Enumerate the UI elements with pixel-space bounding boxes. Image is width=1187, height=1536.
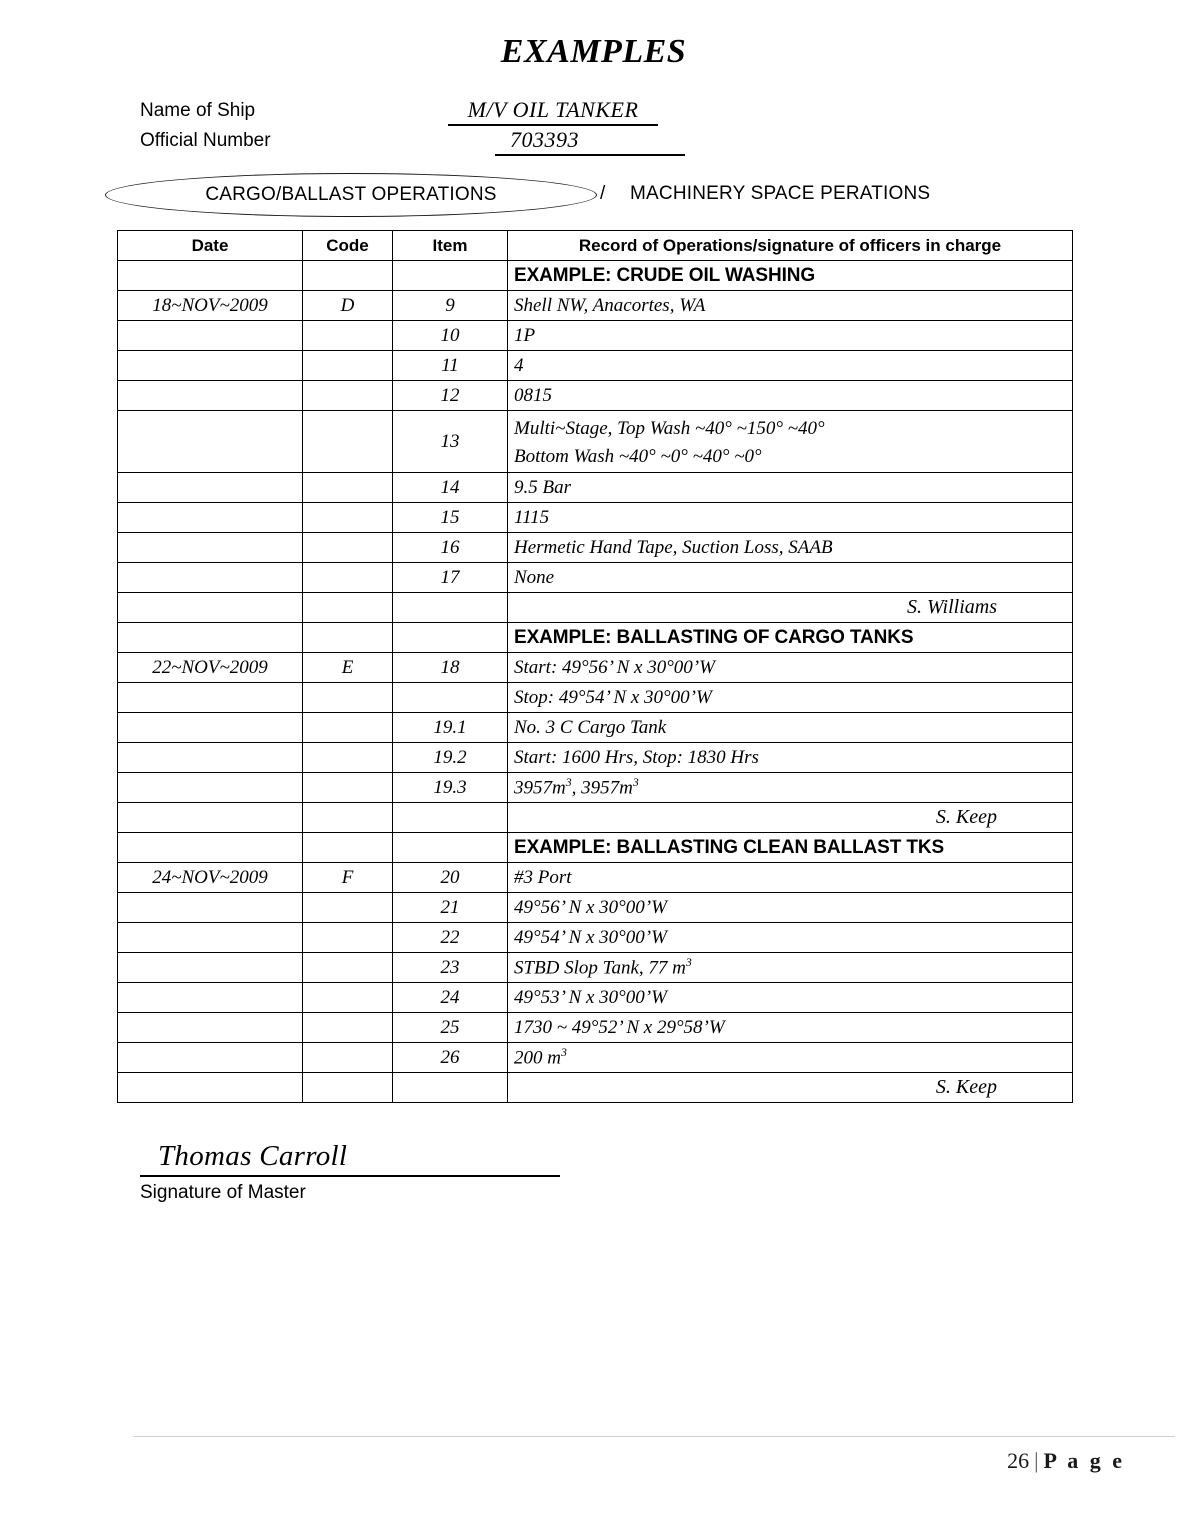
ship-name-label: Name of Ship <box>140 100 256 121</box>
cell-date[interactable] <box>118 1013 303 1043</box>
cell-item[interactable]: 23 <box>393 953 508 983</box>
table-row <box>118 351 1073 381</box>
cubic-superscript: 3 <box>565 775 572 789</box>
machinery-space-operations-option[interactable]: MACHINERY SPACE PERATIONS <box>630 183 931 204</box>
cell-record-line-2: Bottom Wash ~40° ~0° ~40° ~0° <box>514 445 762 467</box>
table-row <box>118 623 1073 653</box>
cell-record[interactable]: Start: 1600 Hrs, Stop: 1830 Hrs <box>508 743 1073 773</box>
official-number-value[interactable]: 703393 <box>495 127 685 156</box>
cell-code[interactable] <box>303 503 393 533</box>
cell-date[interactable]: 22~NOV~2009 <box>118 653 303 683</box>
cell-code[interactable] <box>303 713 393 743</box>
table-row <box>118 291 1073 321</box>
cell-code[interactable] <box>303 563 393 593</box>
master-signature-block <box>140 1140 560 1204</box>
cell-date[interactable] <box>118 773 303 803</box>
cell-record[interactable]: Stop: 49°54’ N x 30°00’W <box>508 683 1073 713</box>
cell-date[interactable] <box>118 623 303 653</box>
cell-item[interactable]: 25 <box>393 1013 508 1043</box>
cell-record[interactable]: 1P <box>508 321 1073 351</box>
cell-code[interactable] <box>303 351 393 381</box>
footer-page-number: 26 <box>1007 1448 1030 1473</box>
cell-code[interactable]: F <box>303 863 393 893</box>
cell-date[interactable] <box>118 261 303 291</box>
cell-record[interactable]: STBD Slop Tank, 77 $m^3$ <box>508 953 1073 983</box>
cell-item[interactable]: 20 <box>393 863 508 893</box>
cell-code[interactable] <box>303 381 393 411</box>
cubic-superscript: 3 <box>685 955 692 969</box>
cell-code[interactable] <box>303 953 393 983</box>
table-row <box>118 743 1073 773</box>
cell-date[interactable] <box>118 593 303 623</box>
cell-item[interactable]: 9 <box>393 291 508 321</box>
cell-date[interactable] <box>118 893 303 923</box>
cell-code[interactable] <box>303 1043 393 1073</box>
cell-date[interactable] <box>118 563 303 593</box>
cell-date[interactable] <box>118 351 303 381</box>
table-row <box>118 1013 1073 1043</box>
cell-date[interactable] <box>118 953 303 983</box>
table-row <box>118 983 1073 1013</box>
cell-code[interactable] <box>303 411 393 473</box>
cell-item[interactable]: 16 <box>393 533 508 563</box>
cell-record[interactable]: None <box>508 563 1073 593</box>
cell-date[interactable] <box>118 473 303 503</box>
operations-separator: / <box>600 183 606 204</box>
cell-item[interactable]: 19.2 <box>393 743 508 773</box>
table-row <box>118 863 1073 893</box>
cell-item[interactable]: 21 <box>393 893 508 923</box>
cell-code[interactable] <box>303 593 393 623</box>
table-row <box>118 381 1073 411</box>
cell-date[interactable] <box>118 713 303 743</box>
cell-code[interactable] <box>303 893 393 923</box>
cell-item[interactable]: 19.1 <box>393 713 508 743</box>
ship-info-block <box>140 97 1060 160</box>
cell-item[interactable]: 26 <box>393 1043 508 1073</box>
cell-record[interactable] <box>508 411 1073 473</box>
cell-item[interactable]: 14 <box>393 473 508 503</box>
cell-record[interactable]: 49°53’ N x 30°00’W <box>508 983 1073 1013</box>
cell-code[interactable]: D <box>303 291 393 321</box>
cell-code[interactable] <box>303 261 393 291</box>
cell-record[interactable]: 1115 <box>508 503 1073 533</box>
table-row <box>118 953 1073 983</box>
column-header-item: Item <box>393 231 508 261</box>
footer-separator: | <box>1034 1448 1039 1473</box>
page-footer <box>1007 1448 1125 1474</box>
footer-divider <box>133 1436 1175 1437</box>
cell-date[interactable]: 18~NOV~2009 <box>118 291 303 321</box>
cell-date[interactable] <box>118 923 303 953</box>
cell-code[interactable] <box>303 803 393 833</box>
cell-item[interactable]: 19.3 <box>393 773 508 803</box>
cell-item[interactable]: 17 <box>393 563 508 593</box>
cell-date[interactable] <box>118 1043 303 1073</box>
cell-date[interactable] <box>118 983 303 1013</box>
table-row <box>118 653 1073 683</box>
table-row <box>118 1043 1073 1073</box>
cell-record[interactable]: 1730 ~ 49°52’ N x 29°58’W <box>508 1013 1073 1043</box>
table-row <box>118 893 1073 923</box>
cell-record[interactable]: 200 $m^3$ <box>508 1043 1073 1073</box>
cell-date[interactable] <box>118 321 303 351</box>
cell-date[interactable] <box>118 533 303 563</box>
official-number-row <box>140 127 1060 160</box>
table-row <box>118 321 1073 351</box>
column-header-record: Record of Operations/signature of officers in charge <box>508 231 1073 261</box>
table-row <box>118 503 1073 533</box>
cell-item[interactable]: 24 <box>393 983 508 1013</box>
cell-item[interactable] <box>393 623 508 653</box>
cell-item[interactable]: 12 <box>393 381 508 411</box>
cell-record[interactable]: 49°54’ N x 30°00’W <box>508 923 1073 953</box>
cell-record-officer-signature[interactable]: S. Keep <box>508 1073 1073 1103</box>
cell-item[interactable] <box>393 593 508 623</box>
cell-item[interactable] <box>393 833 508 863</box>
cell-item[interactable] <box>393 803 508 833</box>
cell-code[interactable] <box>303 321 393 351</box>
cell-item[interactable]: 11 <box>393 351 508 381</box>
cell-record[interactable]: 0815 <box>508 381 1073 411</box>
table-row <box>118 773 1073 803</box>
cell-code[interactable] <box>303 1013 393 1043</box>
cell-record[interactable]: Shell NW, Anacortes, WA <box>508 291 1073 321</box>
cell-code[interactable] <box>303 743 393 773</box>
cell-item[interactable] <box>393 1073 508 1103</box>
table-row <box>118 261 1073 291</box>
master-signature-value[interactable]: Thomas Carroll <box>140 1140 560 1177</box>
cell-code[interactable] <box>303 1073 393 1103</box>
cell-record[interactable]: $3957m^3$, $3957m^3$ <box>508 773 1073 803</box>
cargo-ballast-operations-option[interactable]: CARGO/BALLAST OPERATIONS <box>205 184 497 205</box>
cell-date[interactable]: 24~NOV~2009 <box>118 863 303 893</box>
official-number-label: Official Number <box>140 130 271 151</box>
table-row <box>118 803 1073 833</box>
cell-item[interactable]: 10 <box>393 321 508 351</box>
cell-record[interactable]: 49°56’ N x 30°00’W <box>508 893 1073 923</box>
cubic-superscript: 3 <box>632 775 639 789</box>
cell-record-example-heading[interactable]: EXAMPLE: CRUDE OIL WASHING <box>508 261 1073 291</box>
ship-name-value[interactable]: M/V OIL TANKER <box>448 97 658 126</box>
table-row <box>118 473 1073 503</box>
cell-date[interactable] <box>118 1073 303 1103</box>
operations-selector <box>105 173 1085 219</box>
operations-log-table-body <box>118 261 1073 1103</box>
cubic-superscript: 3 <box>560 1045 567 1059</box>
cell-date[interactable] <box>118 743 303 773</box>
table-row <box>118 713 1073 743</box>
cell-record[interactable]: No. 3 C Cargo Tank <box>508 713 1073 743</box>
table-row <box>118 1073 1073 1103</box>
cell-code[interactable] <box>303 683 393 713</box>
cell-date[interactable] <box>118 503 303 533</box>
page-title: EXAMPLES <box>500 33 687 70</box>
cell-item[interactable] <box>393 261 508 291</box>
cell-item[interactable]: 18 <box>393 653 508 683</box>
table-row <box>118 533 1073 563</box>
table-row <box>118 833 1073 863</box>
table-row <box>118 593 1073 623</box>
operations-log-table <box>117 230 1073 1103</box>
table-row <box>118 923 1073 953</box>
cell-item[interactable]: 22 <box>393 923 508 953</box>
cell-code[interactable] <box>303 833 393 863</box>
table-row <box>118 411 1073 473</box>
table-header-row <box>118 231 1073 261</box>
column-header-code: Code <box>303 231 393 261</box>
cell-code[interactable]: E <box>303 653 393 683</box>
cell-code[interactable] <box>303 533 393 563</box>
cell-code[interactable] <box>303 473 393 503</box>
cell-code[interactable] <box>303 983 393 1013</box>
cell-date[interactable] <box>118 411 303 473</box>
cell-date[interactable] <box>118 803 303 833</box>
cell-record[interactable]: #3 Port <box>508 863 1073 893</box>
cell-code[interactable] <box>303 923 393 953</box>
cell-record-officer-signature[interactable]: S. Williams <box>508 593 1073 623</box>
cell-record-example-heading[interactable]: EXAMPLE: BALLASTING CLEAN BALLAST TKS <box>508 833 1073 863</box>
footer-page-word: P a g e <box>1043 1448 1125 1473</box>
cell-date[interactable] <box>118 833 303 863</box>
cell-item[interactable] <box>393 683 508 713</box>
cell-code[interactable] <box>303 773 393 803</box>
cell-record[interactable]: 4 <box>508 351 1073 381</box>
table-row <box>118 683 1073 713</box>
cell-record[interactable]: 9.5 Bar <box>508 473 1073 503</box>
cell-record-line-1: Multi~Stage, Top Wash ~40° ~150° ~40° <box>514 417 825 439</box>
cell-date[interactable] <box>118 683 303 713</box>
cell-date[interactable] <box>118 381 303 411</box>
cell-item[interactable]: 15 <box>393 503 508 533</box>
ship-name-row <box>140 97 1060 130</box>
cell-code[interactable] <box>303 623 393 653</box>
cell-record-example-heading[interactable]: EXAMPLE: BALLASTING OF CARGO TANKS <box>508 623 1073 653</box>
cell-record[interactable]: Hermetic Hand Tape, Suction Loss, SAAB <box>508 533 1073 563</box>
column-header-date: Date <box>118 231 303 261</box>
cell-record[interactable]: Start: 49°56’ N x 30°00’W <box>508 653 1073 683</box>
table-row <box>118 563 1073 593</box>
cell-record-officer-signature[interactable]: S. Keep <box>508 803 1073 833</box>
master-signature-label: Signature of Master <box>140 1182 306 1203</box>
cell-item[interactable]: 13 <box>393 411 508 473</box>
